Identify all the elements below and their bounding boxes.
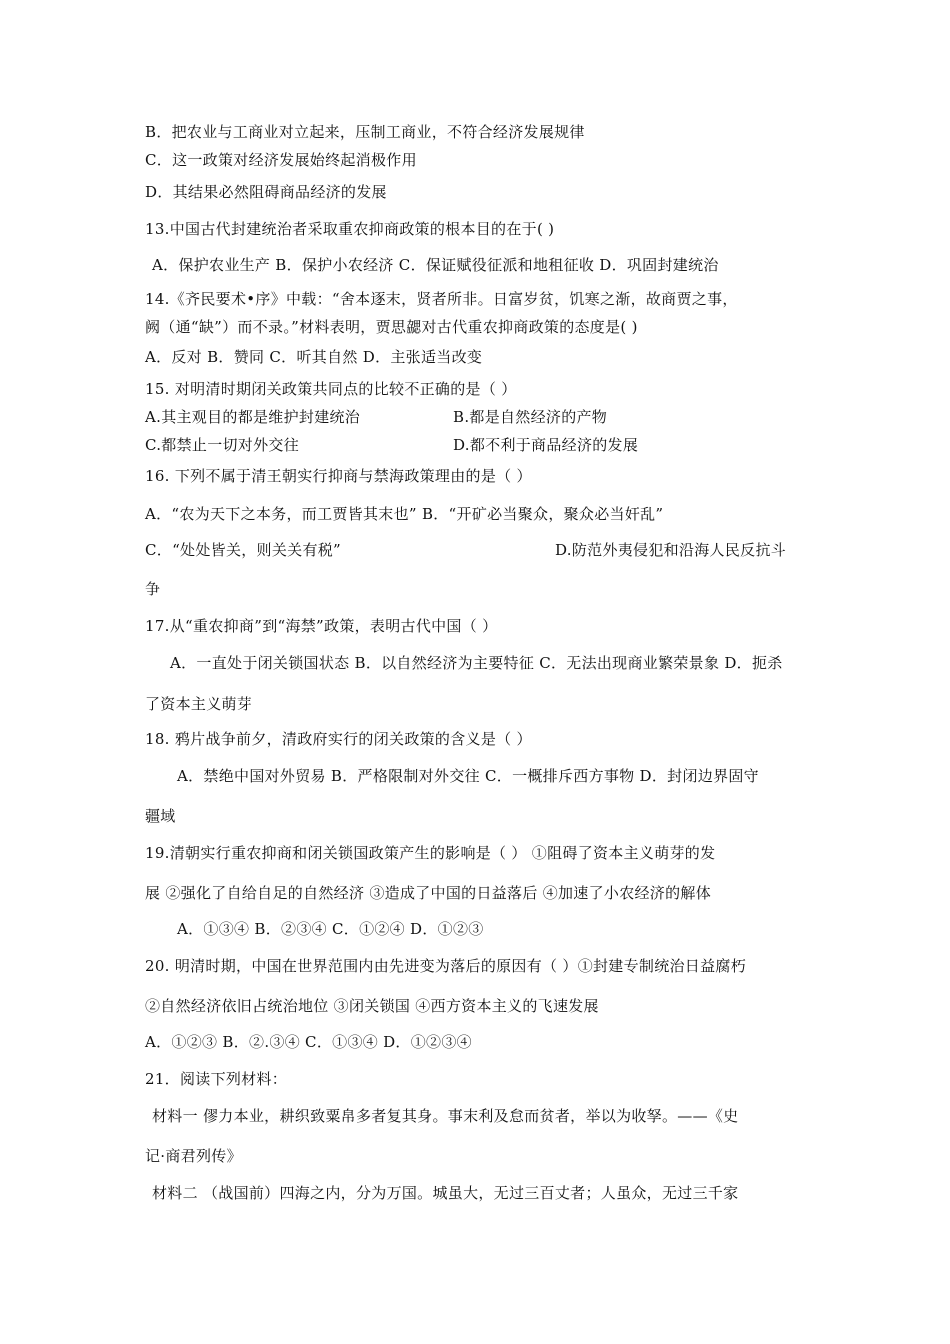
q16-option-d-cont: 争 [145,580,161,598]
q20-stem-line1: 20. 明清时期，中国在世界范围内由先进变为落后的原因有（ ）①封建专制统治日益腐朽 [145,957,746,975]
q17-options-cont: 了资本主义萌芽 [145,695,253,713]
q18-options: A．禁绝中国对外贸易 B．严格限制对外交往 C．一概排斥西方事物 D．封闭边界固守 [177,767,759,785]
q16-option-d: D.防范外夷侵犯和沿海人民反抗斗 [555,541,787,559]
q21-material-1: 材料一 僇力本业，耕织致粟帛多者复其身。事末利及怠而贫者，举以为收孥。——《史 [152,1107,739,1125]
q20-stem-line2: ②自然经济依旧占统治地位 ③闭关锁国 ④西方资本主义的飞速发展 [145,997,599,1015]
q17-options: A．一直处于闭关锁国状态 B．以自然经济为主要特征 C．无法出现商业繁荣景象 D．扼杀 [170,654,783,672]
q12-option-c: C．这一政策对经济发展始终起消极作用 [145,151,417,169]
q20-options: A．①②③ B．②.③④ C．①③④ D．①②③④ [145,1033,472,1051]
q19-options: A．①③④ B．②③④ C．①②④ D．①②③ [177,920,484,938]
q16-option-c: C．“处处皆关，则关关有税” [145,541,342,559]
q18-stem: 18. 鸦片战争前夕，清政府实行的闭关政策的含义是（ ） [145,730,532,748]
q15-option-c: C.都禁止一切对外交往 [145,436,300,454]
q13-options: A．保护农业生产 B．保护小农经济 C．保证赋役征派和地租征收 D．巩固封建统治 [152,256,719,274]
q21-material-2: 材料二 （战国前）四海之内，分为万国。城虽大，无过三百丈者；人虽众，无过三千家 [152,1184,739,1202]
q16-options-ab: A．“农为天下之本务，而工贾皆其末也” B．“开矿必当聚众，聚众必当奸乱” [145,505,664,523]
q14-stem-line1: 14.《齐民要术•序》中载：“舍本逐末，贤者所非。日富岁贫，饥寒之渐，故商贾之事， [145,290,738,308]
q16-stem: 16. 下列不属于清王朝实行抑商与禁海政策理由的是（ ） [145,467,532,485]
q15-stem: 15. 对明清时期闭关政策共同点的比较不正确的是（ ） [145,380,517,398]
q12-option-d: D．其结果必然阻碍商品经济的发展 [145,183,387,201]
q12-option-b: B．把农业与工商业对立起来，压制工商业，不符合经济发展规律 [145,123,585,141]
q21-stem: 21．阅读下列材料： [145,1070,288,1088]
q19-stem-line2: 展 ②强化了自给自足的自然经济 ③造成了中国的日益落后 ④加速了小农经济的解体 [145,884,712,902]
q18-options-cont: 疆域 [145,807,176,825]
q15-option-b: B.都是自然经济的产物 [453,408,608,426]
q14-options: A．反对 B．赞同 C．听其自然 D．主张适当改变 [145,348,483,366]
q21-material-1-cont: 记·商君列传》 [145,1147,242,1165]
q17-stem: 17.从“重农抑商”到“海禁”政策，表明古代中国（ ） [145,617,498,635]
q15-option-d: D.都不利于商品经济的发展 [453,436,639,454]
q13-stem: 13.中国古代封建统治者采取重农抑商政策的根本目的在于( ) [145,220,555,238]
q19-stem-line1: 19.清朝实行重农抑商和闭关锁国政策产生的影响是（ ） ①阻碍了资本主义萌芽的发 [145,844,716,862]
q15-option-a: A.其主观目的都是维护封建统治 [145,408,361,426]
q14-stem-line2: 阙（通“缺”）而不录。”材料表明，贾思勰对古代重农抑商政策的态度是( ) [145,318,638,336]
